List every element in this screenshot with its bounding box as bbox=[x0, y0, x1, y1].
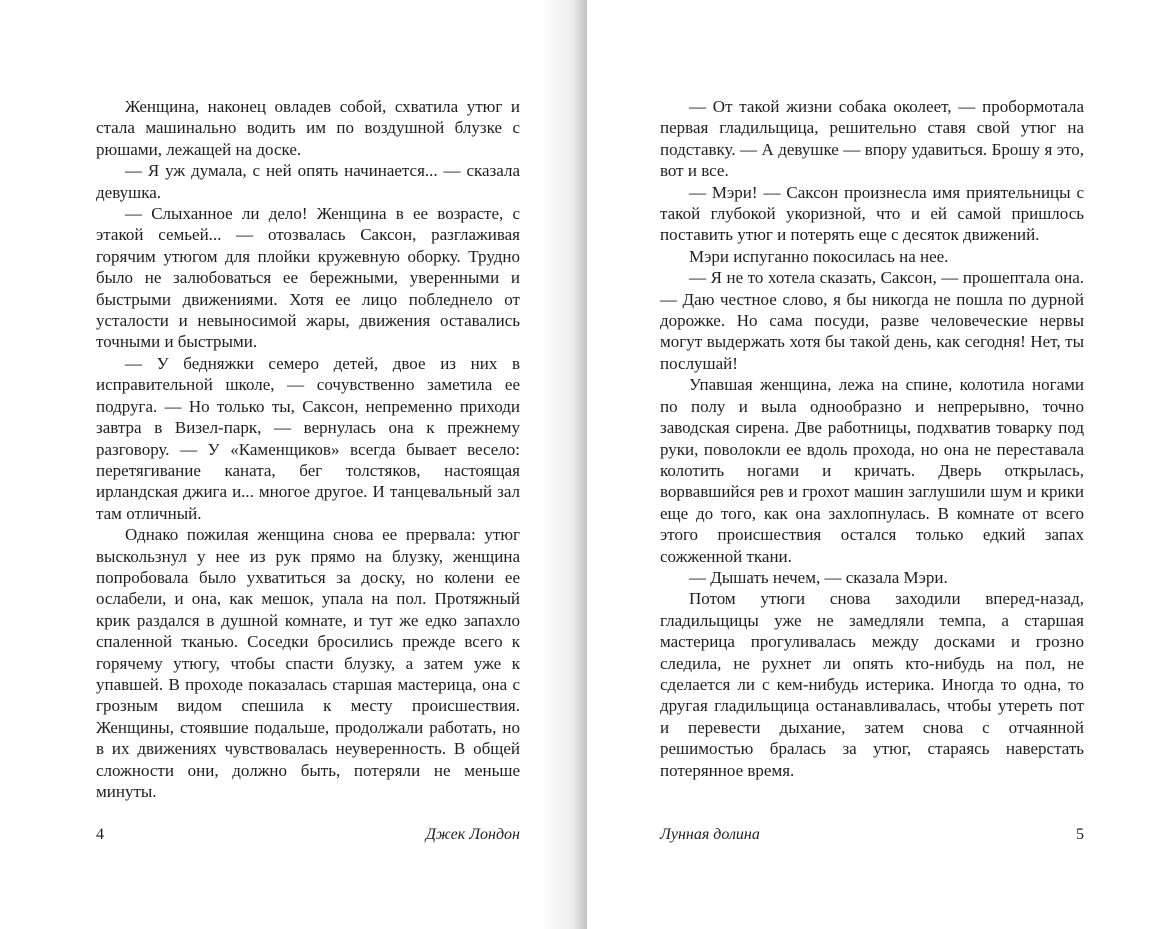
paragraph: Мэри испуганно покосилась на нее. bbox=[689, 246, 949, 266]
paragraph: — У бедняжки семеро детей, двое из них в исправительной школе, — сочувственно заметила ее подруга. — Но только ты, Саксон, непременно приходи завтра в Визел-парк, — вернулась она к прежнему разговору. — У «Каменщиков» всегда бывает весело: перетягивание каната, бег толстяков, настоящая ирландская джига и... многое другое. И танцевальный зал там отличный. bbox=[96, 353, 520, 523]
paragraph: — Слыханное ли дело! Женщина в ее возрасте, с этакой семьей... — отозвалась Саксон, разглаживая горячим утюгом для плойки кружевную оборку. Трудно было не залюбоваться ее бережными, уверенными и быстрыми движениями. Хотя ее лицо побледнело от усталости и невыносимой жары, движения оставались точными и быстрыми. bbox=[96, 204, 520, 352]
left-page bbox=[0, 0, 586, 929]
gutter-shadow-left bbox=[540, 0, 587, 929]
paragraph: Однако пожилая женщина снова ее прервала: утюг выскользнул у нее из рук прямо на блузку, женщина попробовала было ухватиться за доску, но колени ее ослабели, и она, как мешок, упала на пол. Протяжный крик раздался в душной комнате, и тут же едко запахло спаленной тканью. Соседки бросились прежде всего к горячему утюгу, чтобы спасти блузку, а затем уже к упавшей. В проходе показалась старшая мастерица, она с грозным видом спешила к месту происшествия. Женщины, стоявшие подальше, продолжали работать, но в их движениях чувствовалась неуверенность. В общей сложности они, должно быть, потеряли не меньше минуты. bbox=[96, 525, 520, 801]
left-page-text bbox=[96, 96, 520, 802]
right-page bbox=[587, 0, 1173, 929]
page-number-right: 5 bbox=[1076, 826, 1084, 843]
paragraph: — Дышать нечем, — сказала Мэри. bbox=[689, 567, 948, 587]
paragraph: Женщина, наконец овладев собой, схватила утюг и стала машинально водить им по воздушной блузке с рюшами, лежащей на доске. bbox=[96, 97, 520, 159]
paragraph: — Я уж думала, с ней опять начинается... — сказала девушка. bbox=[96, 161, 520, 202]
page-number-left: 4 bbox=[96, 826, 104, 843]
paragraph: — Я не то хотела сказать, Саксон, — прошептала она. — Даю честное слово, я бы никогда не пошла по дурной дорожке. Но сама посуди, разве человеческие нервы могут выдержать хотя бы такой день, как сегодня! Нет, ты послушай! bbox=[660, 268, 1084, 373]
running-head-author: Джек Лондон bbox=[425, 826, 520, 843]
paragraph: Потом утюги снова заходили вперед-назад, гладильщицы уже не замедляли темпа, а старшая мастерица прогуливалась между досками и грозно следила, не рухнет ли опять кто-нибудь на пол, не сделается ли с кем-нибудь истерика. Иногда то одна, то другая гладильщица останавливалась, чтобы утереть пот и перевести дыхание, затем снова с отчаянной решимостью бралась за утюг, стараясь наверстать потерянное время. bbox=[660, 589, 1084, 780]
right-page-text bbox=[660, 96, 1084, 781]
paragraph: — Мэри! — Саксон произнесла имя приятельницы с такой глубокой укоризной, что и ей самой пришлось поставить утюг и потерять еще с десяток движений. bbox=[660, 182, 1084, 245]
paragraph: — От такой жизни собака околеет, — пробормотала первая гладильщица, решительно ставя свой утюг на подставку. — А девушке — впору удавиться. Брошу я это, вот и все. bbox=[660, 97, 1084, 181]
paragraph: Упавшая женщина, лежа на спине, колотила ногами по полу и выла однообразно и непрерывно, точно заводская сирена. Две работницы, подхватив товарку под руки, поволокли ее вдоль прохода, но она не переставала колотить ногами и кричать. Дверь открылась, ворвавшийся рев и грохот машин заглушили шум и крики еще до того, как она захлопнулась. В комнате от всего этого происшествия остался только едкий запах сожженной ткани. bbox=[660, 375, 1084, 566]
running-head-title: Лунная долина bbox=[660, 826, 760, 843]
